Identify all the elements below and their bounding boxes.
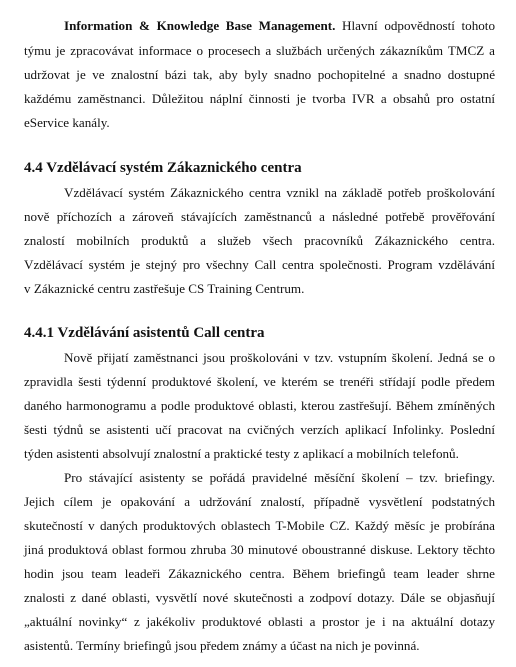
section-heading-4-4: 4.4 Vzdělávací systém Zákaznického centra [24,160,302,176]
section-441-p1-line-3: daného harmonogramu a podle produktové oblasti, kterou zastřešují. Během zmíněných [24,398,495,413]
section-441-p2-line-8: asistentů. Termíny briefingů jsou předem známy a účast na nich je povinná. [24,638,420,653]
section-44-line-4: Vzdělávací systém je stejný pro všechny Call centra společnosti. Program vzdělávání [24,257,495,272]
section-441-p1-line-1: Nově přijatí zaměstnanci jsou proškolováni v tzv. vstupním školení. Jedná se o [64,350,495,365]
intro-line-1 [24,18,495,34]
intro-line-2: týmu je zpracovávat informace o procesech a službách určených zákazníkům TMCZ a [24,43,495,58]
section-44-line-1: Vzdělávací systém Zákaznického centra vznikl na základě potřeb proškolování [64,185,495,200]
section-441-p2-line-7: „aktuální novinky“ z jakékoliv produktové oblasti a prostor je i na aktuální dotazy [24,614,495,629]
section-441-p2-line-6: znalosti z dané oblasti, vysvětlí nové skutečnosti a zodpoví dotazy. Dále se objasňují [24,590,495,605]
section-441-p2-line-3: skutečností v daných produktových oblastech T-Mobile CZ. Každý měsíc je probírána [24,518,495,533]
section-44-line-5: v Zákaznické centru zastřešuje CS Training Centrum. [24,281,305,296]
intro-lead-text: Hlavní odpovědností tohoto [335,18,495,33]
section-441-p1-line-2: zpravidla šesti týdenní produktové školení, ve kterém se trenéři střídají podle předem [24,374,495,389]
section-44-line-3: znalostí mobilních produktů a služeb všech pracovníků Zákaznického centra. [24,233,495,248]
intro-line-3: udržovat je ve znalostní bázi tak, aby byly snadno pochopitelné a snadno dostupné [24,67,495,82]
section-44-line-2: nově příchozích a zároveň stávajících zaměstnanců a následné potřebě prověřování [24,209,495,224]
section-441-p1-line-4: šesti týdnů se asistenti učí pracovat na cvičných verzích aplikací Infolinky. Poslední [24,422,495,437]
section-441-p2-line-2: Jejich cílem je opakování a udržování znalostí, případně vysvětlení podstatných [24,494,495,509]
intro-bold-lead: Information & Knowledge Base Management. [64,18,336,33]
intro-line-4: každému zaměstnanci. Důležitou náplní činnosti je tvorba IVR a obsahů pro ostatní [24,91,495,106]
section-441-p1-line-5: týden asistenti absolvují znalostní a praktické testy z aplikací a mobilních telefonů. [24,446,459,461]
section-441-p2-line-4: jiná produktová oblast formou zhruba 30 minutové oboustranné diskuse. Lektory těchto [24,542,495,557]
section-heading-4-4-1: 4.4.1 Vzdělávání asistentů Call centra [24,325,265,341]
section-441-p2-line-5: hodin jsou team leadeři Zákaznického centra. Během briefingů team leader shrne [24,566,495,581]
intro-line-5: eService kanály. [24,115,110,130]
section-441-p2-line-1: Pro stávající asistenty se pořádá pravidelné měsíční školení – tzv. briefingy. [64,470,495,485]
